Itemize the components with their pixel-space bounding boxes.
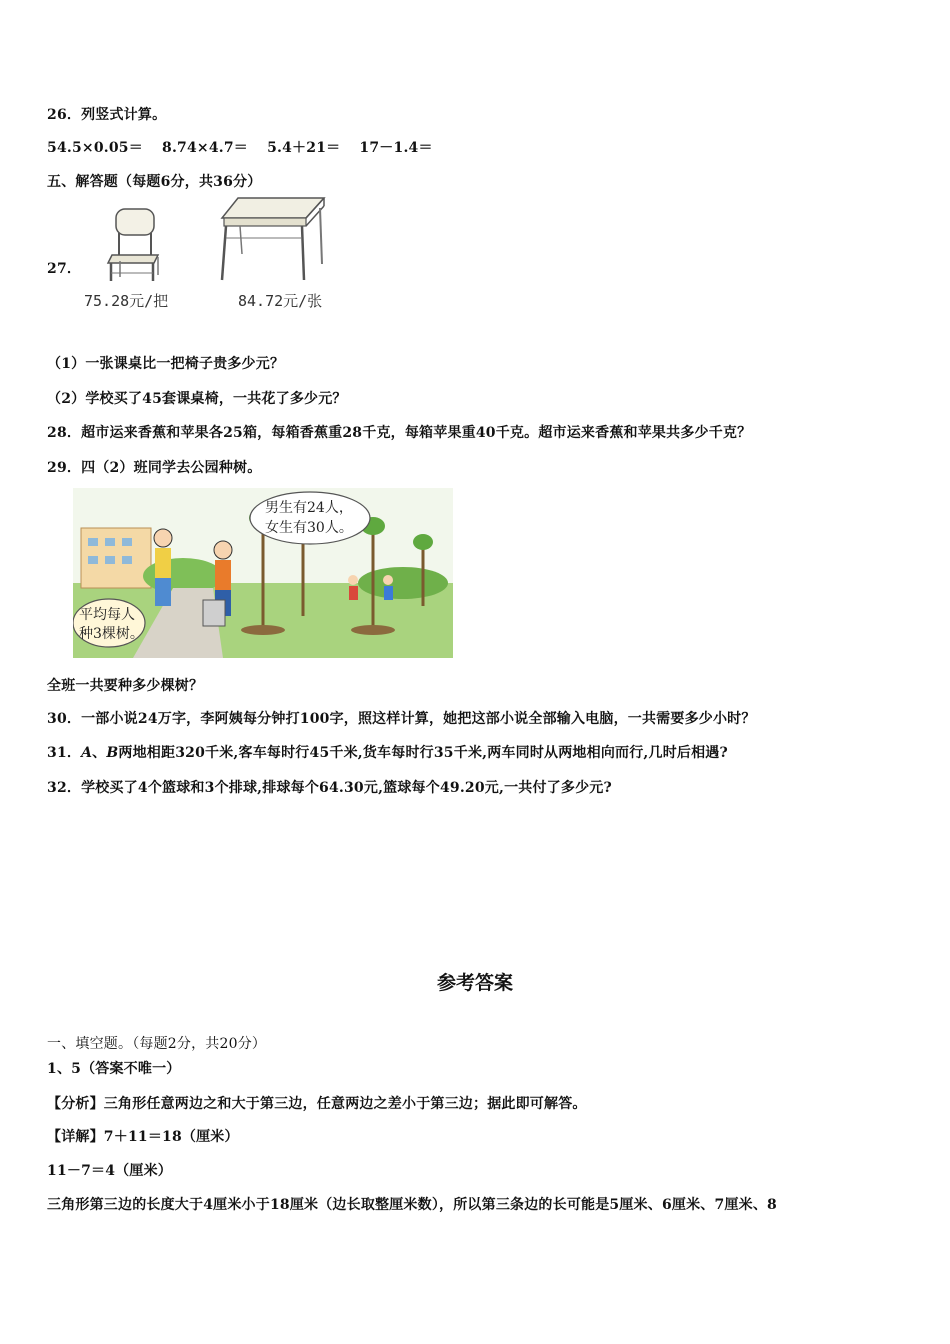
q31-point-a: A bbox=[81, 745, 93, 761]
answers-section1: 一、填空题。（每题2分，共20分） bbox=[47, 1036, 267, 1052]
tree-planting-illustration bbox=[73, 488, 453, 658]
q29-text: 29．四（2）班同学去公园种树。 bbox=[47, 460, 262, 476]
q27-number: 27． bbox=[47, 261, 82, 277]
section5-heading: 五、解答题（每题6分，共36分） bbox=[47, 174, 262, 190]
answer-conclusion: 三角形第三边的长度大于4厘米小于18厘米（边长取整厘米数），所以第三条边的长可能是5厘米、6厘米、7厘米、8 bbox=[47, 1197, 777, 1213]
answer-detail: 【详解】7＋11＝18（厘米） bbox=[47, 1129, 239, 1145]
q31-rest: 两地相距320千米,客车每时行45千米,货车每时行35千米,两车同时从两地相向而行,几时后相遇? bbox=[118, 745, 728, 761]
q31-sep: 、 bbox=[92, 745, 107, 761]
q27-sub2: （2）学校买了45套课桌椅，一共花了多少元？ bbox=[47, 391, 347, 407]
bubble-average-line2: 种3棵树。 bbox=[79, 626, 144, 642]
chair-price: 75.28元/把 bbox=[84, 292, 169, 310]
q31-prefix: 31． bbox=[47, 745, 82, 761]
q28-text: 28．超市运来香蕉和苹果各25箱，每箱香蕉重28千克，每箱苹果重40千克。超市运来香蕉和苹果共多少千克？ bbox=[47, 425, 752, 441]
chair-illustration bbox=[100, 205, 170, 283]
q26-label: 26．列竖式计算。 bbox=[47, 107, 167, 123]
q31-point-b: B bbox=[106, 745, 119, 761]
q31-text bbox=[47, 742, 728, 762]
desk-price: 84.72元/张 bbox=[238, 292, 323, 310]
answers-title: 参考答案 bbox=[436, 972, 513, 994]
exercise-2: 8.74×4.7＝ bbox=[162, 140, 249, 156]
answer-calc: 11－7＝4（厘米） bbox=[47, 1163, 172, 1179]
desk-illustration bbox=[220, 192, 326, 284]
exercise-4: 17－1.4＝ bbox=[359, 140, 433, 156]
q27-sub1: （1）一张课桌比一把椅子贵多少元？ bbox=[47, 356, 285, 372]
answer-1: 1、5（答案不唯一） bbox=[47, 1061, 181, 1077]
bubble-average-line1: 平均每人 bbox=[79, 607, 135, 623]
q30-text: 30．一部小说24万字，李阿姨每分钟打100字，照这样计算，她把这部小说全部输入电脑，一共需要多少小时？ bbox=[47, 711, 756, 727]
answer-analysis: 【分析】三角形任意两边之和大于第三边，任意两边之差小于第三边；据此即可解答。 bbox=[47, 1096, 587, 1112]
q26-exercises bbox=[47, 137, 447, 157]
exercise-3: 5.4＋21＝ bbox=[267, 140, 341, 156]
q29-question: 全班一共要种多少棵树？ bbox=[47, 678, 204, 694]
bubble-girls-count: 女生有30人。 bbox=[265, 520, 353, 536]
exercise-1: 54.5×0.05＝ bbox=[47, 140, 143, 156]
bubble-boys-count: 男生有24人， bbox=[265, 500, 353, 516]
q32-text: 32．学校买了4个篮球和3个排球,排球每个64.30元,篮球每个49.20元,一共付了多少元? bbox=[47, 780, 612, 796]
